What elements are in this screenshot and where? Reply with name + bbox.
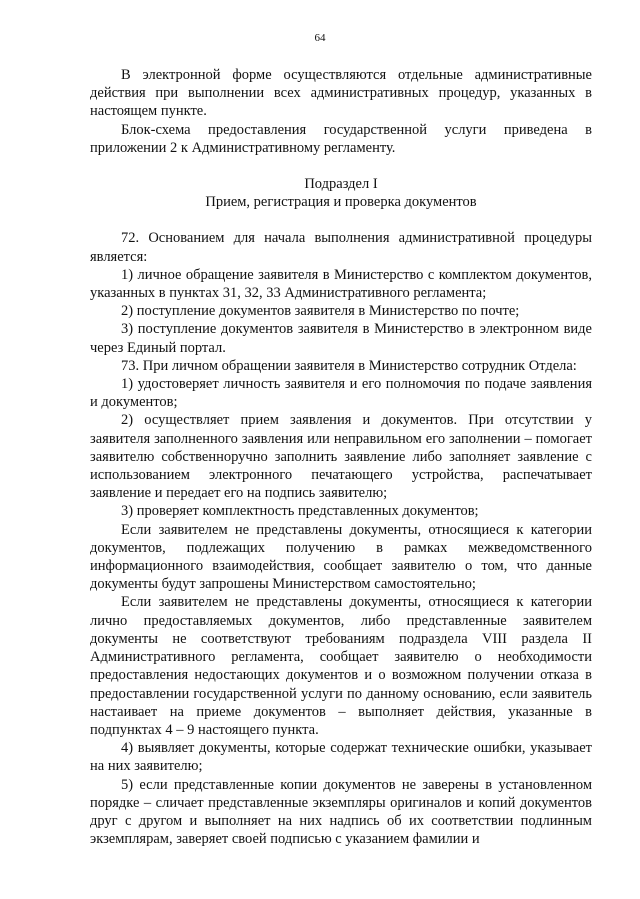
paragraph-73-item-5: 5) если представленные копии документов не заверены в установленном порядке – сличает представленные экземпляры оригиналов и копий документов друг с другом и выполняет на них надпись об их соответствии подлинным экземплярам, заверяет своей подписью с указанием фамилии и <box>90 776 592 848</box>
paragraph-72-item-1: 1) личное обращение заявителя в Министерство с комплектом документов, указанных в пунктах 31, 32, 33 Административного регламента; <box>90 266 592 302</box>
paragraph-73-item-3: 3) проверяет комплектность представленных документов; <box>121 503 479 520</box>
paragraph-72-item-3: 3) поступление документов заявителя в Министерство в электронном виде через Единый портал. <box>90 321 592 356</box>
spacer <box>90 211 592 229</box>
page-number: 64 <box>314 32 326 44</box>
paragraph-72: 72. Основанием для начала выполнения административной процедуры является: <box>90 230 592 265</box>
paragraph-73-item-2: 2) осуществляет прием заявления и документов. При отсутствии у заявителя заполненного заявления или неправильном его заполнении – помогает заявителю собственноручно заполнить заявление либо заполняет заявление с использованием электронного печатающего устройства, распечатывает заявление и передает его на подпись заявителю; <box>90 412 592 502</box>
intro-paragraph-2: Блок-схема предоставления государственной услуги приведена в приложении 2 к Административному регламенту. <box>90 121 592 156</box>
paragraph-73-item-1: 1) удостоверяет личность заявителя и его полномочия по подаче заявления и документов; <box>90 376 592 411</box>
paragraph-73-note-1: Если заявителем не представлены документы, относящиеся к категории документов, подлежащих получению в рамках межведомственного информационного взаимодействия, сообщает заявителю о том, что данные документы будут запрошены Министерством самостоятельно; <box>90 521 592 593</box>
subsection-title: Подраздел I <box>304 176 378 193</box>
paragraph-73: 73. При личном обращении заявителя в Министерство сотрудник Отдела: <box>121 357 577 374</box>
intro-paragraph-1: В электронной форме осуществляются отдельные административные действия при выполнении всех административных процедур, указанных в настоящем пункте. <box>90 67 592 120</box>
paragraph-73-note-2: Если заявителем не представлены документы, относящиеся к категории лично предоставляемых документов, либо представленные заявителем документы не соответствуют требованиям подраздела VIII раздела II Административного регламента, сообщает заявителю о необходимости предоставления недостающих документов и о возможном получении отказа в предоставлении государственной услуги по данному основанию, если заявитель настаивает на приеме документов – выполняет действия, указанные в подпунктах 4 – 9 настоящего пункта. <box>90 594 592 738</box>
paragraph-72-item-2: 2) поступление документов заявителя в Министерство по почте; <box>121 303 520 320</box>
document-body <box>90 66 592 848</box>
spacer <box>90 157 592 175</box>
paragraph-73-item-4: 4) выявляет документы, которые содержат технические ошибки, указывает на них заявителю; <box>90 740 592 775</box>
subsection-subtitle: Прием, регистрация и проверка документов <box>205 194 477 211</box>
